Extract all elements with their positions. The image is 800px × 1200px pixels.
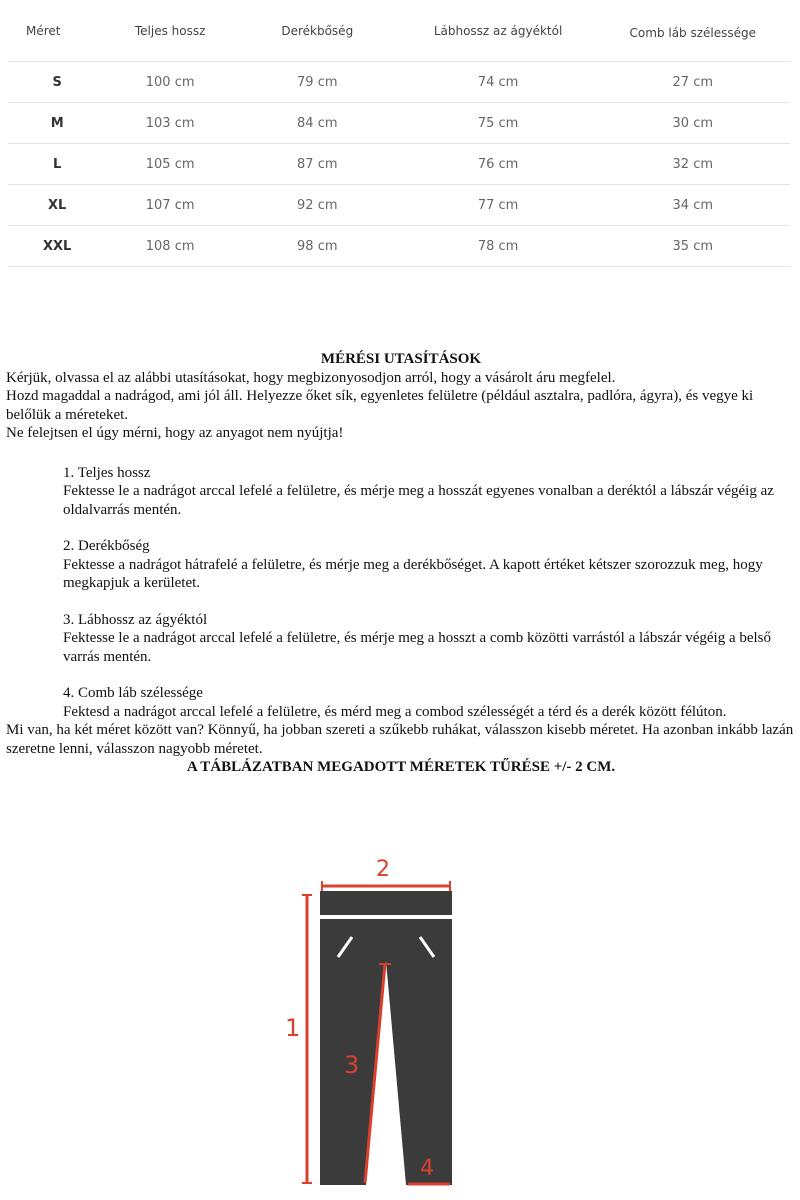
- step-text: Fektesd a nadrágot arccal lefelé a felületre, és mérd meg a combod szélességét a térd és a derék között félúton.: [63, 703, 727, 720]
- header-size: Méret: [26, 23, 61, 38]
- preparation-line-1: Hozd magaddal a nadrágod, ami jól áll. Helyezze őket sík, egyenletes felületre (például asztalra, padlóra, ágyra), és vegye ki belőlük a méreteket.: [6, 388, 754, 423]
- step-text: Fektesse le a nadrágot arccal lefelé a felületre, és mérje meg a hosszt a comb közötti varrástól a lábszár végéig a belső varrás mentén.: [63, 630, 772, 665]
- header-inseam: Lábhossz az ágyéktól: [433, 23, 563, 38]
- measurement-instructions: [6, 350, 796, 777]
- waist-value: 98 cm: [234, 226, 401, 267]
- waist-value: 87 cm: [234, 144, 401, 185]
- pants-measurement-diagram: [270, 853, 470, 1188]
- header-total-length: Teljes hossz: [134, 23, 206, 38]
- step-title: 1. Teljes hossz: [63, 464, 151, 481]
- step-thigh-width: [63, 684, 796, 721]
- inseam-value: 75 cm: [401, 103, 596, 144]
- label-1: 1: [285, 1014, 301, 1042]
- table-row: [8, 185, 790, 226]
- step-text: Fektesse le a nadrágot arccal lefelé a felületre, és mérje meg a hosszát egyenes vonalban a deréktól a lábszár végéig az oldalvarrás mentén.: [63, 483, 774, 518]
- total-length-value: 108 cm: [106, 226, 234, 267]
- label-2: 2: [376, 857, 390, 882]
- table-row: [8, 103, 790, 144]
- instructions-title: MÉRÉSI UTASÍTÁSOK: [320, 351, 482, 367]
- thigh-width-value: 34 cm: [596, 185, 790, 226]
- size-label: S: [8, 62, 106, 103]
- step-inseam: [63, 611, 796, 667]
- total-length-value: 105 cm: [106, 144, 234, 185]
- label-4: 4: [420, 1156, 434, 1181]
- table-row: [8, 226, 790, 267]
- step-title: 4. Comb láb szélessége: [63, 685, 203, 701]
- size-label: L: [8, 144, 106, 185]
- size-table-header: [8, 0, 790, 62]
- thigh-width-value: 32 cm: [596, 144, 790, 185]
- table-row: [8, 144, 790, 185]
- waistband-shape: [320, 891, 452, 915]
- size-label: XL: [8, 185, 106, 226]
- waist-value: 92 cm: [234, 185, 401, 226]
- thigh-width-value: 30 cm: [596, 103, 790, 144]
- step-title: 3. Lábhossz az ágyéktól: [63, 611, 208, 628]
- measurement-steps: [63, 464, 796, 722]
- pants-legs-shape: [320, 919, 452, 1185]
- inseam-value: 76 cm: [401, 144, 596, 185]
- table-row: [8, 62, 790, 103]
- instructions-preparation: [6, 387, 796, 443]
- waist-value: 79 cm: [234, 62, 401, 103]
- measure-waist: [322, 857, 450, 891]
- pants-illustration: [320, 891, 452, 1185]
- instructions-intro: Kérjük, olvassa el az alábbi utasításokat, hogy megbizonyosodjon arról, hogy a vásárolt áru megfelel.: [6, 369, 616, 386]
- label-3: 3: [344, 1051, 360, 1079]
- step-text: Fektesse a nadrágot hátrafelé a felületre, és mérje meg a derékbőséget. A kapott értéket kétszer szorozzuk meg, hogy megkapjuk a kerületet.: [63, 556, 763, 591]
- tolerance-note: A TÁBLÁZATBAN MEGADOTT MÉRETEK TŰRÉSE +/- 2 CM.: [186, 759, 616, 775]
- header-thigh-width: Comb láb szélessége: [629, 25, 757, 40]
- header-waist: Derékbőség: [281, 23, 354, 38]
- preparation-line-2: Ne felejtsen el úgy mérni, hogy az anyagot nem nyújtja!: [6, 425, 344, 441]
- size-label: M: [8, 103, 106, 144]
- waist-value: 84 cm: [234, 103, 401, 144]
- between-sizes-note: Mi van, ha két méret között van? Könnyű, ha jobban szereti a szűkebb ruhákat, válasszon kisebb méretet. Ha azonban inkább lazán szeretne lenni, válasszon nagyobb méretet.: [6, 722, 794, 757]
- total-length-value: 107 cm: [106, 185, 234, 226]
- step-title: 2. Derékbőség: [63, 538, 150, 554]
- size-table: [8, 0, 790, 267]
- thigh-width-value: 35 cm: [596, 226, 790, 267]
- inseam-value: 77 cm: [401, 185, 596, 226]
- step-waist: [63, 537, 796, 593]
- step-total-length: [63, 464, 796, 520]
- measure-total-length: [285, 895, 312, 1183]
- size-label: XXL: [8, 226, 106, 267]
- total-length-value: 100 cm: [106, 62, 234, 103]
- inseam-value: 78 cm: [401, 226, 596, 267]
- thigh-width-value: 27 cm: [596, 62, 790, 103]
- total-length-value: 103 cm: [106, 103, 234, 144]
- inseam-value: 74 cm: [401, 62, 596, 103]
